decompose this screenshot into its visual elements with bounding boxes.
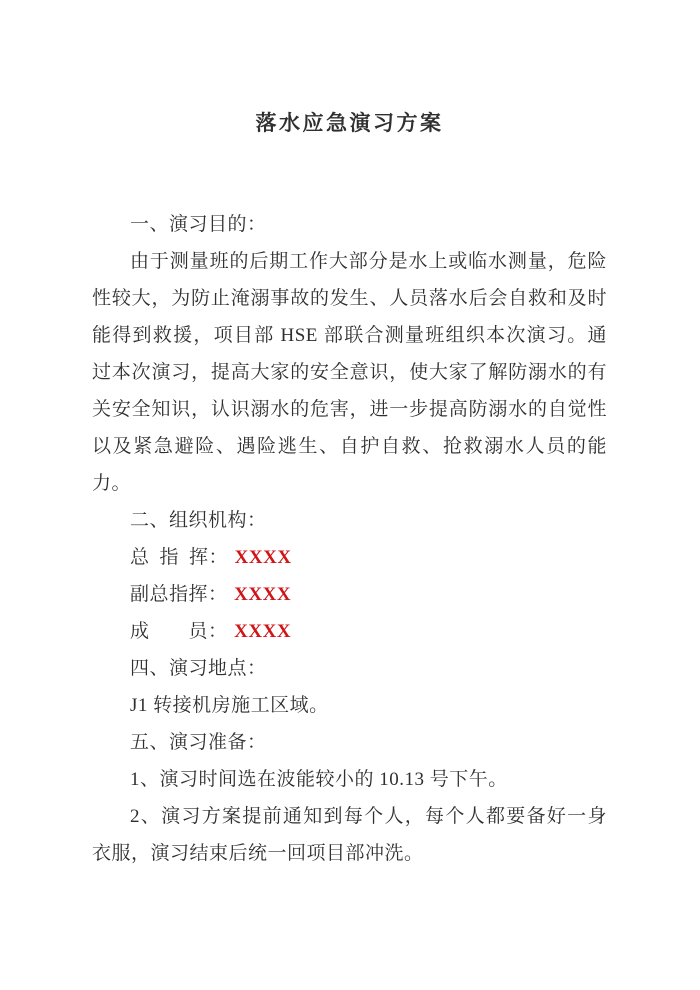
organization-heading: 二、组织机构： [130,510,267,531]
member-role-label: 成 员： [130,621,228,642]
location-paragraph: J1 转接机房施工区域。 [130,695,329,716]
purpose-paragraph: 由于测量班的后期工作大部分是水上或临水测量，危险性较大，为防止淹溺事故的发生、人员落水后会自救和及时能得到救援，项目部 HSE 部联合测量班组织本次演习。通过本次演习，提高大家的安全意识，使大家了解防溺水的有关安全知识，认识溺水的危害，进一步提高防溺水的自觉性以及紧急避险、遇险逃生、自护自救、抢救溺水人员的能力。 [92,251,607,494]
location-heading: 四、演习地点： [130,658,267,679]
purpose-heading: 一、演习目的： [130,214,267,235]
org-member-row-chief-commander [92,539,607,576]
preparation-item-1: 1、演习时间选在波能较小的 10.13 号下午。 [130,769,508,790]
member-name-redacted: XXXX [234,584,292,605]
org-member-row-deputy-commander [92,576,607,613]
member-role-label: 副总指挥： [130,584,228,605]
document-title: 落水应急演习方案 [255,111,444,135]
org-member-row-members [92,613,607,650]
preparation-heading: 五、演习准备： [130,732,267,753]
member-name-redacted: XXXX [234,547,292,568]
member-role-label: 总 指 挥： [130,547,229,568]
member-name-redacted: XXXX [234,621,292,642]
preparation-item-2: 2、演习方案提前通知到每个人，每个人都要备好一身衣服，演习结束后统一回项目部冲洗。 [92,806,607,864]
